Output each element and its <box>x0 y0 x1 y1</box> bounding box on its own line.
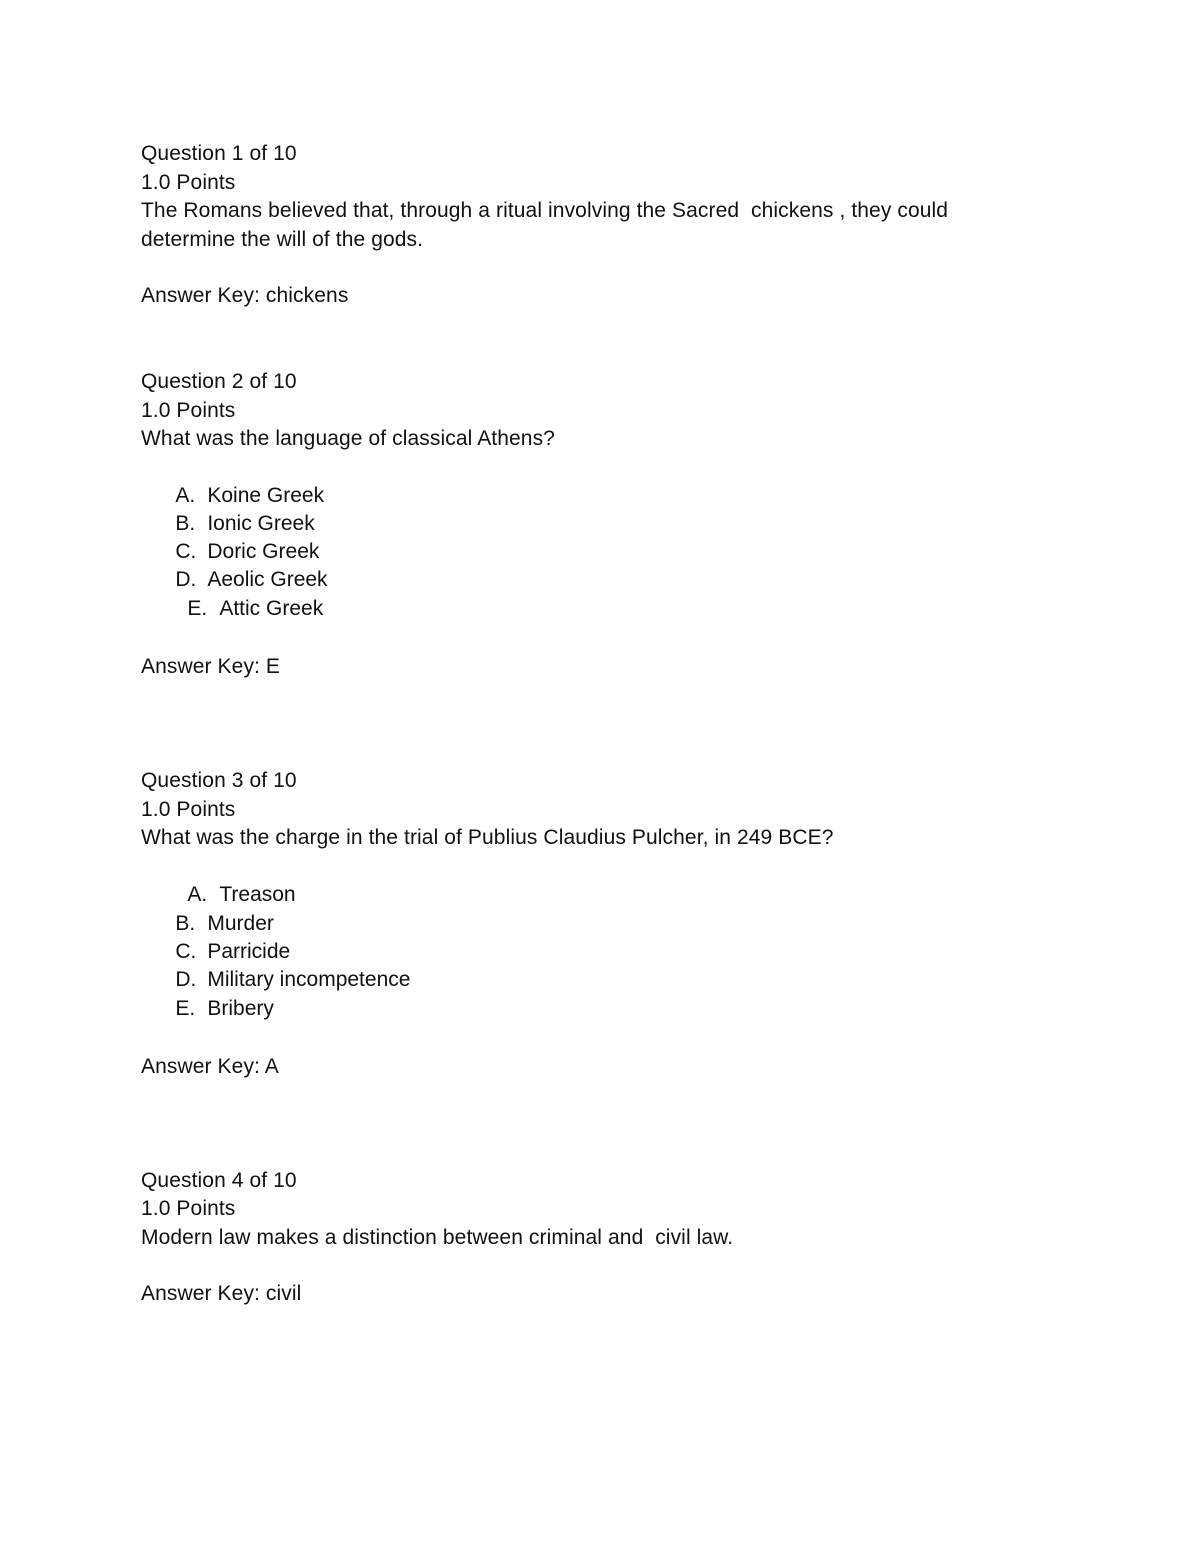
choice-text: Aeolic Greek <box>207 568 328 591</box>
answer-key: Answer Key: E <box>141 655 281 678</box>
choice-letter: B. <box>175 512 196 535</box>
choice-text: Ionic Greek <box>207 512 315 535</box>
choice-letter: D. <box>175 968 197 991</box>
answer-choice-correct <box>164 567 323 651</box>
question-points: 1.0 Points <box>141 1197 236 1220</box>
question-header: Question 1 of 10 <box>141 142 297 165</box>
choice-text: Treason <box>219 883 296 906</box>
choice-text: Koine Greek <box>207 484 325 507</box>
question-points: 1.0 Points <box>141 171 236 194</box>
question-prompt: What was the language of classical Athens? <box>141 427 555 450</box>
choice-letter: E. <box>187 597 208 620</box>
answer-key: Answer Key: A <box>141 1055 279 1078</box>
choice-letter: B. <box>175 912 196 935</box>
question-header: Question 3 of 10 <box>141 769 297 792</box>
choice-letter: A. <box>187 883 208 906</box>
choice-text: Military incompetence <box>207 968 411 991</box>
choice-text: Bribery <box>207 997 274 1020</box>
choice-text: Parricide <box>207 940 291 963</box>
question-points: 1.0 Points <box>141 399 236 422</box>
choice-letter: E. <box>175 997 196 1020</box>
question-prompt-continued: determine the will of the gods. <box>141 228 424 251</box>
question-prompt: What was the charge in the trial of Publius Claudius Pulcher, in 249 BCE? <box>141 826 834 849</box>
answer-key: Answer Key: chickens <box>141 284 349 307</box>
question-header: Question 4 of 10 <box>141 1169 297 1192</box>
choice-letter: D. <box>175 568 197 591</box>
choice-letter: C. <box>175 940 197 963</box>
question-prompt: Modern law makes a distinction between criminal and civil law. <box>141 1226 734 1249</box>
question-prompt: The Romans believed that, through a ritual involving the Sacred chickens , they could <box>141 199 949 222</box>
choice-text: Doric Greek <box>207 540 320 563</box>
choice-letter: C. <box>175 540 197 563</box>
choice-text: Attic Greek <box>219 597 324 620</box>
choice-text: Murder <box>207 912 274 935</box>
answer-choice <box>152 967 274 1051</box>
answer-key: Answer Key: civil <box>141 1282 302 1305</box>
question-points: 1.0 Points <box>141 798 236 821</box>
choice-letter: A. <box>175 484 196 507</box>
question-header: Question 2 of 10 <box>141 370 297 393</box>
